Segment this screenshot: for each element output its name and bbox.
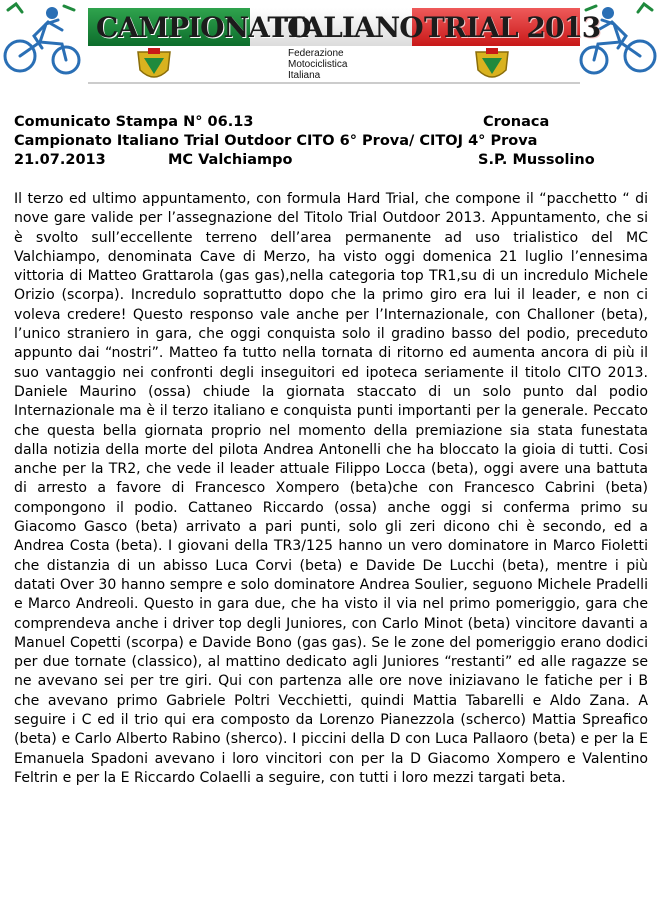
banner-title-italiano: ITALIANO (272, 11, 423, 44)
header-line-1 (14, 113, 654, 132)
trial-rider-icon-left (5, 4, 79, 73)
press-release-number: Comunicato Stampa N° 06.13 (14, 114, 254, 130)
event-location: S.P. Mussolino (478, 152, 595, 168)
organizing-club: MC Valchiampo (168, 152, 293, 168)
banner-title-campionato: CAMPIONATO (96, 11, 311, 44)
article-body: Il terzo ed ultimo appuntamento, con formula Hard Trial, che compone il “pacchetto “ di nove gare valide per l’assegnazione del Titolo Trial Outdoor 2013. Appuntamento, che si è svolto sull’eccellente terreno dell’area permanente ad uso trialistico del MC Valchiampo, denominata Cave di Merzo, ha visto oggi domenica 21 luglio l’ennesima vittoria di Matteo Grattarola (gas gas),nella categoria top TR1,su di un incredulo Michele Orizio (scorpa). Incredulo soprattutto dopo che la primo giro era lui il leader, e non ci voleva credere! Questo responso vale anche per l’Internazionale, con Challoner (beta), l’unico straniero in gara, che oggi conquista solo il gradino basso del podio, preceduto appunto dai “nostri”. Matteo fa tutto nella tornata di ritorno ed aumenta ancora di più il suo vantaggio nei confronti degli inseguitori ed ipoteca seriamente il titolo CITO 2013. Daniele Maurino (ossa) chiude la giornata staccato di un solo punto dal podio Internazionale ma è il terzo italiano e conquista punti importanti per la generale. Peccato che questa bella giornata proprio nel momento della premiazione sia stata funestata dalla notizia della morte del pilota Andrea Antonelli che ha bloccato la gioia di tutti. Cosi anche per la TR2, che vede il leader attuale Filippo Locca (beta), oggi avere una battuta di arresto a favore di Francesco Xompero (beta)che con Francesco Cabrini (beta) compongono il podio. Cattaneo Riccardo (ossa) anche oggi si conferma primo su Giacomo Gasco (beta) arrivato a pari punti, solo gli zeri dicono chi è secondo, ed a Andrea Costa (beta). I giovani della TR3/125 hanno un vero dominatore in Marco Fioletti che distanzia di un abisso Luca Corvi (beta) e Davide De Lucchi (beta), mentre i più datati Over 30 hanno sempre e solo dominatore Andrea Soulier, seguono Michele Pradelli e Marco Andreoli. Questo in gara due, che ha visto il via nel primo pomeriggio, gara che comprendeva anche i driver top degli Juniores, con Carlo Minot (beta) vincitore davanti a Manuel Copetti (scorpa) e Davide Bono (gas gas). Se le zone del pomeriggio erano dodici per due tornate (classico), al mattino dedicato agli Juniores “restanti” ed alle ragazze se ne avevano sei per tre giri. Qui con partenza alle ore nove iniziavano le fatiche per i B che avevano primo Gabriele Poltri Vecchietti, quindi Mattia Tabarelli e Aldo Zana. A seguire i C ed il trio qui era composto da Lorenzo Pianezzola (scherco) Mattia Spreafico (beta) e Carlo Alberto Rabino (sherco). I piccini della D con Luca Pallaoro (beta) e per la E Emanuela Spadoni avevano i loro vincitori con per la D Giacomo Xompero e Valentino Feltrin e per la E Riccardo Colaelli a seguire, con tutti i loro mezzi targati beta. (14, 191, 648, 786)
press-release-header (14, 113, 654, 170)
federation-name (288, 48, 347, 81)
event-date: 21.07.2013 (14, 152, 106, 168)
federation-line-2: Motociclistica (288, 59, 348, 70)
header-line-3 (14, 151, 654, 170)
fmi-logo-left (138, 48, 170, 77)
header-line-2 (14, 132, 654, 151)
banner-title-trial-2013: TRIAL 2013 (424, 11, 601, 44)
header-banner (0, 0, 660, 92)
section-label: Cronaca (483, 114, 550, 130)
federation-line-1: Federazione (288, 48, 344, 59)
championship-title: Campionato Italiano Trial Outdoor CITO 6° Prova/ CITOJ 4° Prova (14, 133, 538, 149)
fmi-logo-right (476, 48, 508, 77)
federation-line-3: Italiana (288, 70, 321, 81)
